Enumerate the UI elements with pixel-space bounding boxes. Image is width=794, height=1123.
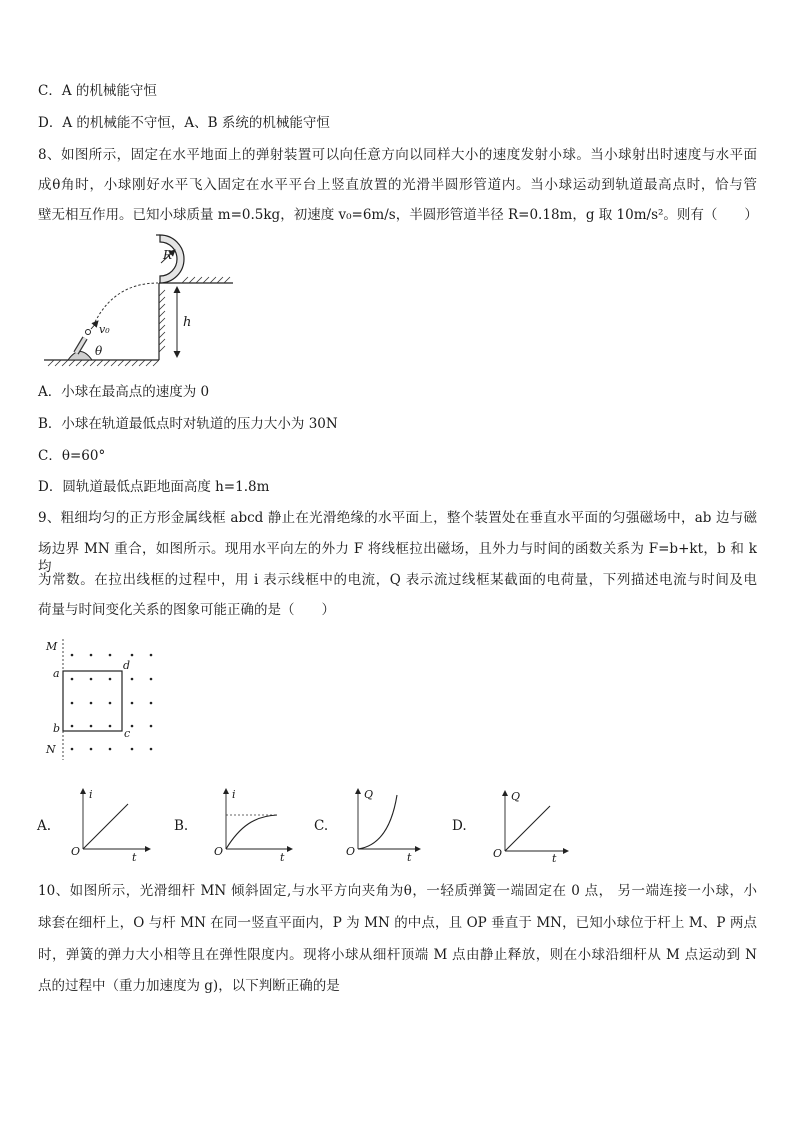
q9-answer-graphs xyxy=(30,782,590,866)
graph-c-x-label: t xyxy=(407,851,412,864)
trajectory-dashed xyxy=(95,283,158,322)
field-dot xyxy=(131,678,134,681)
q9-stem-line-4: 荷量与时间变化关系的图象可能正确的是（ ） xyxy=(38,602,335,618)
q9-stem-line-1: 9、粗细均匀的正方形金属线框 abcd 静止在光滑绝缘的水平面上，整个装置处在垂直水平面的匀强磁场中，ab 边与磁 xyxy=(38,510,757,526)
q8-figure xyxy=(38,228,238,370)
q8-option-c: C．θ=60° xyxy=(38,448,106,464)
wall-hatching xyxy=(159,290,165,352)
ball xyxy=(86,330,91,335)
graph-d-curve xyxy=(505,806,550,851)
field-dot xyxy=(90,702,93,705)
graph-a-x-label: t xyxy=(132,851,137,864)
field-dot xyxy=(109,725,112,728)
corner-label-b: b xyxy=(53,722,61,735)
radius-label: R xyxy=(163,248,173,262)
graph-b-origin: O xyxy=(214,845,224,858)
graph-a-origin: O xyxy=(71,845,81,858)
velocity-arrow xyxy=(91,321,98,329)
field-dot xyxy=(71,654,74,657)
field-dot xyxy=(109,748,112,751)
field-dot xyxy=(150,678,153,681)
field-dot xyxy=(90,725,93,728)
q9-figure xyxy=(40,636,165,766)
field-dot xyxy=(150,748,153,751)
graph-a-y-label: i xyxy=(89,788,93,801)
q10-stem-line-2: 球套在细杆上，O 与杆 MN 在同一竖直平面内，P 为 MN 的中点，且 OP 垂直于 MN，已知小球位于杆上 M、P 两点 xyxy=(38,915,757,931)
field-dot xyxy=(90,654,93,657)
field-dot xyxy=(71,702,74,705)
field-dot xyxy=(150,654,153,657)
launcher-base xyxy=(68,352,92,361)
graph-d-y-label: Q xyxy=(511,790,521,803)
graph-d xyxy=(452,790,568,865)
boundary-label-n: N xyxy=(46,743,56,756)
field-dot xyxy=(71,725,74,728)
field-dot xyxy=(109,654,112,657)
field-dot xyxy=(150,702,153,705)
q7-option-d: D．A 的机械能不守恒，A、B 系统的机械能守恒 xyxy=(38,115,330,131)
field-dot xyxy=(109,678,112,681)
field-dot xyxy=(131,654,134,657)
graph-a-curve xyxy=(83,804,128,849)
q9-stem-line-2: 场边界 MN 重合，如图所示。现用水平向左的外力 F 将线框拉出磁场，且外力与时间的函数关系为 F=b+kt，b 和 k 均 xyxy=(38,541,757,575)
graph-a-option-label: A. xyxy=(37,818,52,834)
graph-b-x-label: t xyxy=(280,851,285,864)
graph-c-curve xyxy=(358,795,397,849)
corner-label-c: c xyxy=(124,727,131,740)
field-dot xyxy=(131,725,134,728)
angle-label: θ xyxy=(95,344,103,358)
graph-b-y-label: i xyxy=(232,788,236,801)
q8-stem-line-3: 壁无相互作用。已知小球质量 m=0.5kg，初速度 v₀=6m/s，半圆形管道半径 R=0.18m，g 取 10m/s²。则有（ ） xyxy=(38,207,758,223)
field-dot xyxy=(71,678,74,681)
q8-option-d: D．圆轨道最低点距地面高度 h=1.8m xyxy=(38,479,270,495)
field-dot xyxy=(131,748,134,751)
graph-c-option-label: C. xyxy=(314,818,329,834)
q9-stem-line-3: 为常数。在拉出线框的过程中，用 i 表示线框中的电流，Q 表示流过线框某截面的电荷量，下列描述电流与时间及电 xyxy=(38,572,757,588)
graph-b xyxy=(174,788,292,864)
height-label: h xyxy=(183,315,192,330)
magnetic-field-dots xyxy=(71,654,153,751)
graph-b-curve xyxy=(226,815,277,849)
graph-a xyxy=(36,788,150,864)
field-dot xyxy=(131,702,134,705)
field-dot xyxy=(90,678,93,681)
ground-hatching xyxy=(48,360,159,366)
q8-stem-line-1: 8、如图所示，固定在水平地面上的弹射装置可以向任意方向以同样大小的速度发射小球。当小球射出时速度与水平面 xyxy=(38,147,757,163)
field-dot xyxy=(90,748,93,751)
corner-label-d: d xyxy=(123,659,131,672)
q7-option-c: C．A 的机械能守恒 xyxy=(38,83,157,99)
q8-option-a: A．小球在最高点的速度为 0 xyxy=(38,384,210,400)
graph-c xyxy=(314,788,420,864)
q8-stem-line-2: 成θ角时，小球刚好水平飞入固定在水平平台上竖直放置的光滑半圆形管道内。当小球运动到轨道最高点时，恰与管 xyxy=(38,177,757,193)
q10-stem-line-1: 10、如图所示，光滑细杆 MN 倾斜固定,与水平方向夹角为θ，一轻质弹簧一端固定在 0 点， 另一端连接一小球，小 xyxy=(38,883,757,899)
graph-d-origin: O xyxy=(493,847,503,860)
platform-hatching xyxy=(182,277,230,283)
graph-c-y-label: Q xyxy=(364,788,374,801)
graph-d-x-label: t xyxy=(552,852,557,865)
graph-c-origin: O xyxy=(346,845,356,858)
graph-d-option-label: D. xyxy=(452,818,467,834)
q8-option-b: B．小球在轨道最低点时对轨道的压力大小为 30N xyxy=(38,416,338,432)
boundary-label-m: M xyxy=(46,640,58,653)
q10-stem-line-3: 时，弹簧的弹力大小相等且在弹性限度内。现将小球从细杆顶端 M 点由静止释放，则在小球沿细杆从 M 点运动到 N xyxy=(38,947,757,963)
field-dot xyxy=(71,748,74,751)
corner-label-a: a xyxy=(53,667,60,680)
field-dot xyxy=(150,725,153,728)
velocity-label: v₀ xyxy=(99,323,110,336)
field-dot xyxy=(109,702,112,705)
q10-stem-line-4: 点的过程中（重力加速度为 g)，以下判断正确的是 xyxy=(38,978,340,994)
graph-b-option-label: B. xyxy=(174,818,189,834)
